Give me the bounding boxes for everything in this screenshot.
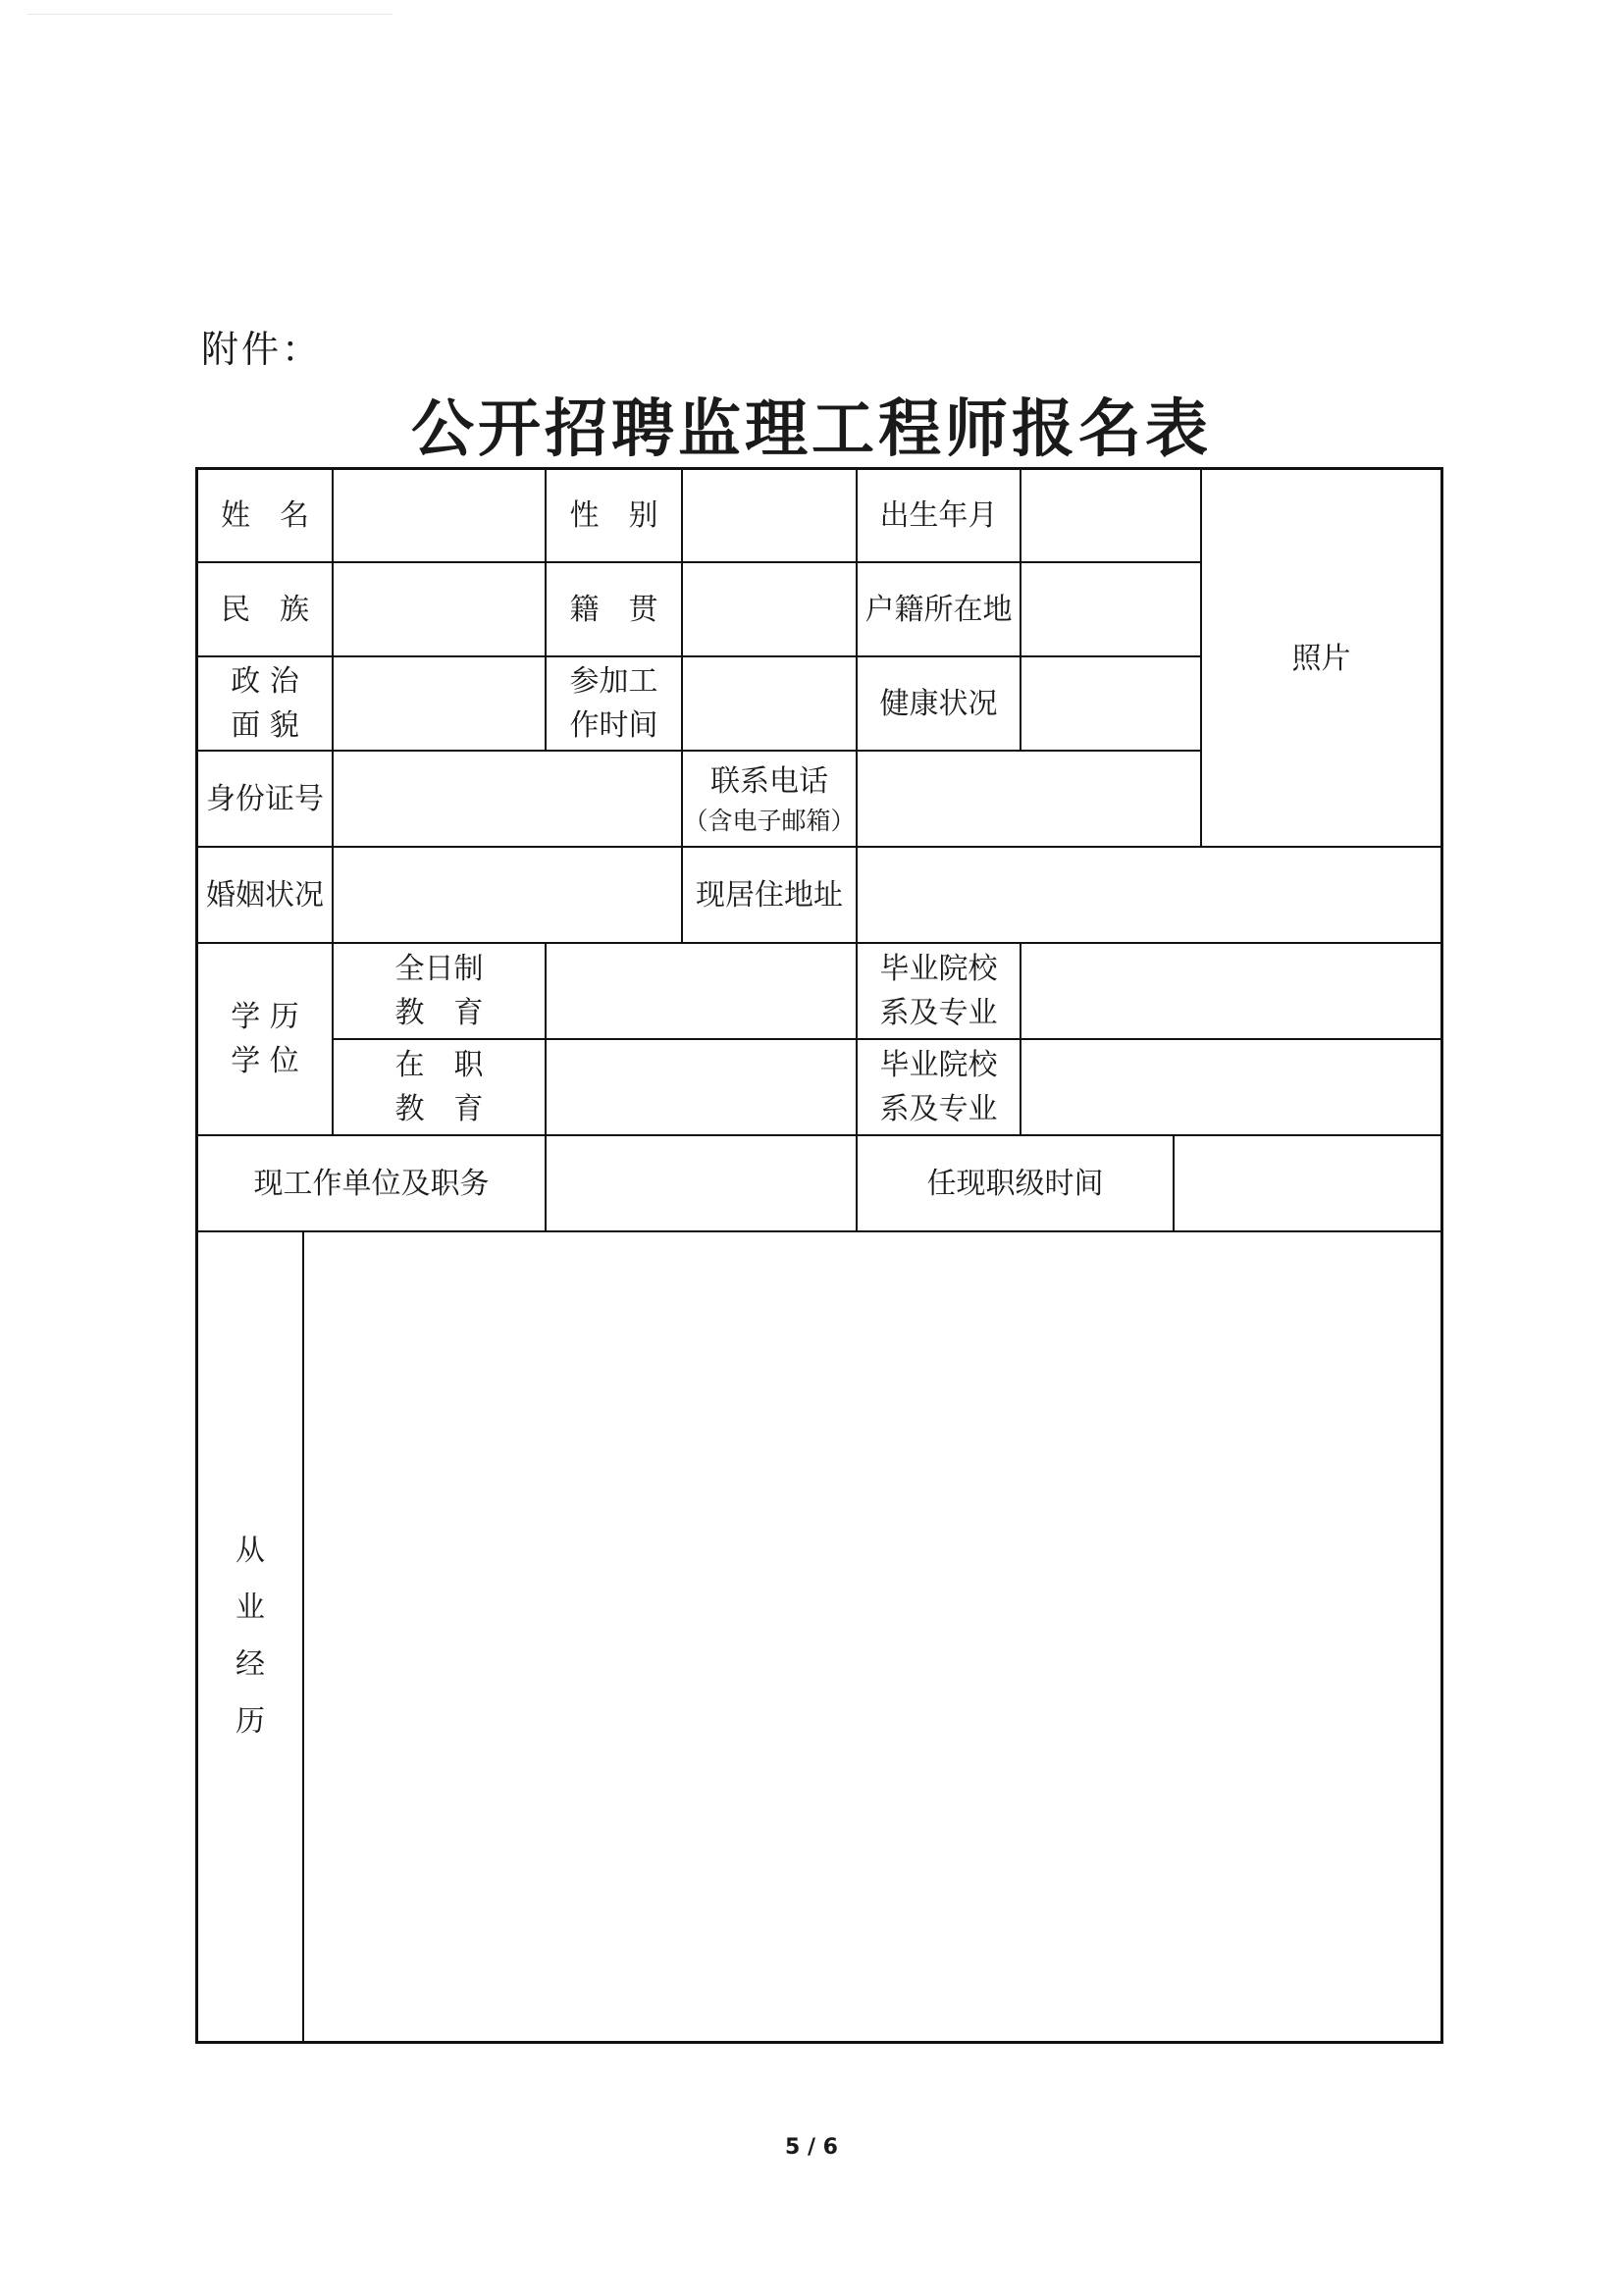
scan-edge-line [27, 14, 393, 15]
fulltime-school-field[interactable] [1020, 942, 1443, 1040]
work-start-field[interactable] [681, 655, 858, 752]
experience-label: 从 业 经 历 [195, 1230, 304, 2044]
household-label: 户籍所在地 [856, 561, 1021, 657]
work-start-label: 参加工 作时间 [545, 655, 683, 752]
rank-time-field[interactable] [1173, 1134, 1443, 1232]
parttime-label: 在 职 教 育 [332, 1038, 547, 1136]
ethnicity-label: 民 族 [195, 561, 334, 657]
current-job-field[interactable] [545, 1134, 858, 1232]
page-number: 5 / 6 [785, 2135, 838, 2160]
experience-field[interactable] [302, 1230, 1443, 2044]
form-title: 公开招聘监理工程师报名表 [411, 392, 1212, 466]
id-label: 身份证号 [195, 750, 334, 848]
name-field[interactable] [332, 467, 547, 563]
current-job-label: 现工作单位及职务 [195, 1134, 547, 1232]
fulltime-school-label: 毕业院校 系及专业 [856, 942, 1021, 1040]
gender-label: 性 别 [545, 467, 683, 563]
name-label: 姓 名 [195, 467, 334, 563]
birth-label: 出生年月 [856, 467, 1021, 563]
ethnicity-field[interactable] [332, 561, 547, 657]
marital-field[interactable] [332, 846, 683, 944]
household-field[interactable] [1020, 561, 1202, 657]
rank-time-label: 任现职级时间 [856, 1134, 1175, 1232]
marital-label: 婚姻状况 [195, 846, 334, 944]
phone-sub-label: （含电子邮箱） [683, 806, 856, 835]
birth-field[interactable] [1020, 467, 1202, 563]
address-field[interactable] [856, 846, 1443, 944]
education-label: 学 历 学 位 [195, 942, 334, 1136]
phone-label: 联系电话 （含电子邮箱） [681, 750, 858, 848]
native-place-field[interactable] [681, 561, 858, 657]
fulltime-label: 全日制 教 育 [332, 942, 547, 1040]
parttime-school-field[interactable] [1020, 1038, 1443, 1136]
parttime-degree-field[interactable] [545, 1038, 858, 1136]
political-field[interactable] [332, 655, 547, 752]
health-field[interactable] [1020, 655, 1202, 752]
phone-field[interactable] [856, 750, 1202, 848]
photo-box[interactable] [1200, 467, 1443, 848]
photo-label: 照片 [1291, 642, 1351, 676]
native-place-label: 籍 贯 [545, 561, 683, 657]
parttime-school-label: 毕业院校 系及专业 [856, 1038, 1021, 1136]
address-label: 现居住地址 [681, 846, 858, 944]
attachment-label: 附件： [201, 328, 323, 371]
political-label: 政 治 面 貌 [195, 655, 334, 752]
gender-field[interactable] [681, 467, 858, 563]
fulltime-degree-field[interactable] [545, 942, 858, 1040]
health-label: 健康状况 [856, 655, 1021, 752]
id-field[interactable] [332, 750, 683, 848]
